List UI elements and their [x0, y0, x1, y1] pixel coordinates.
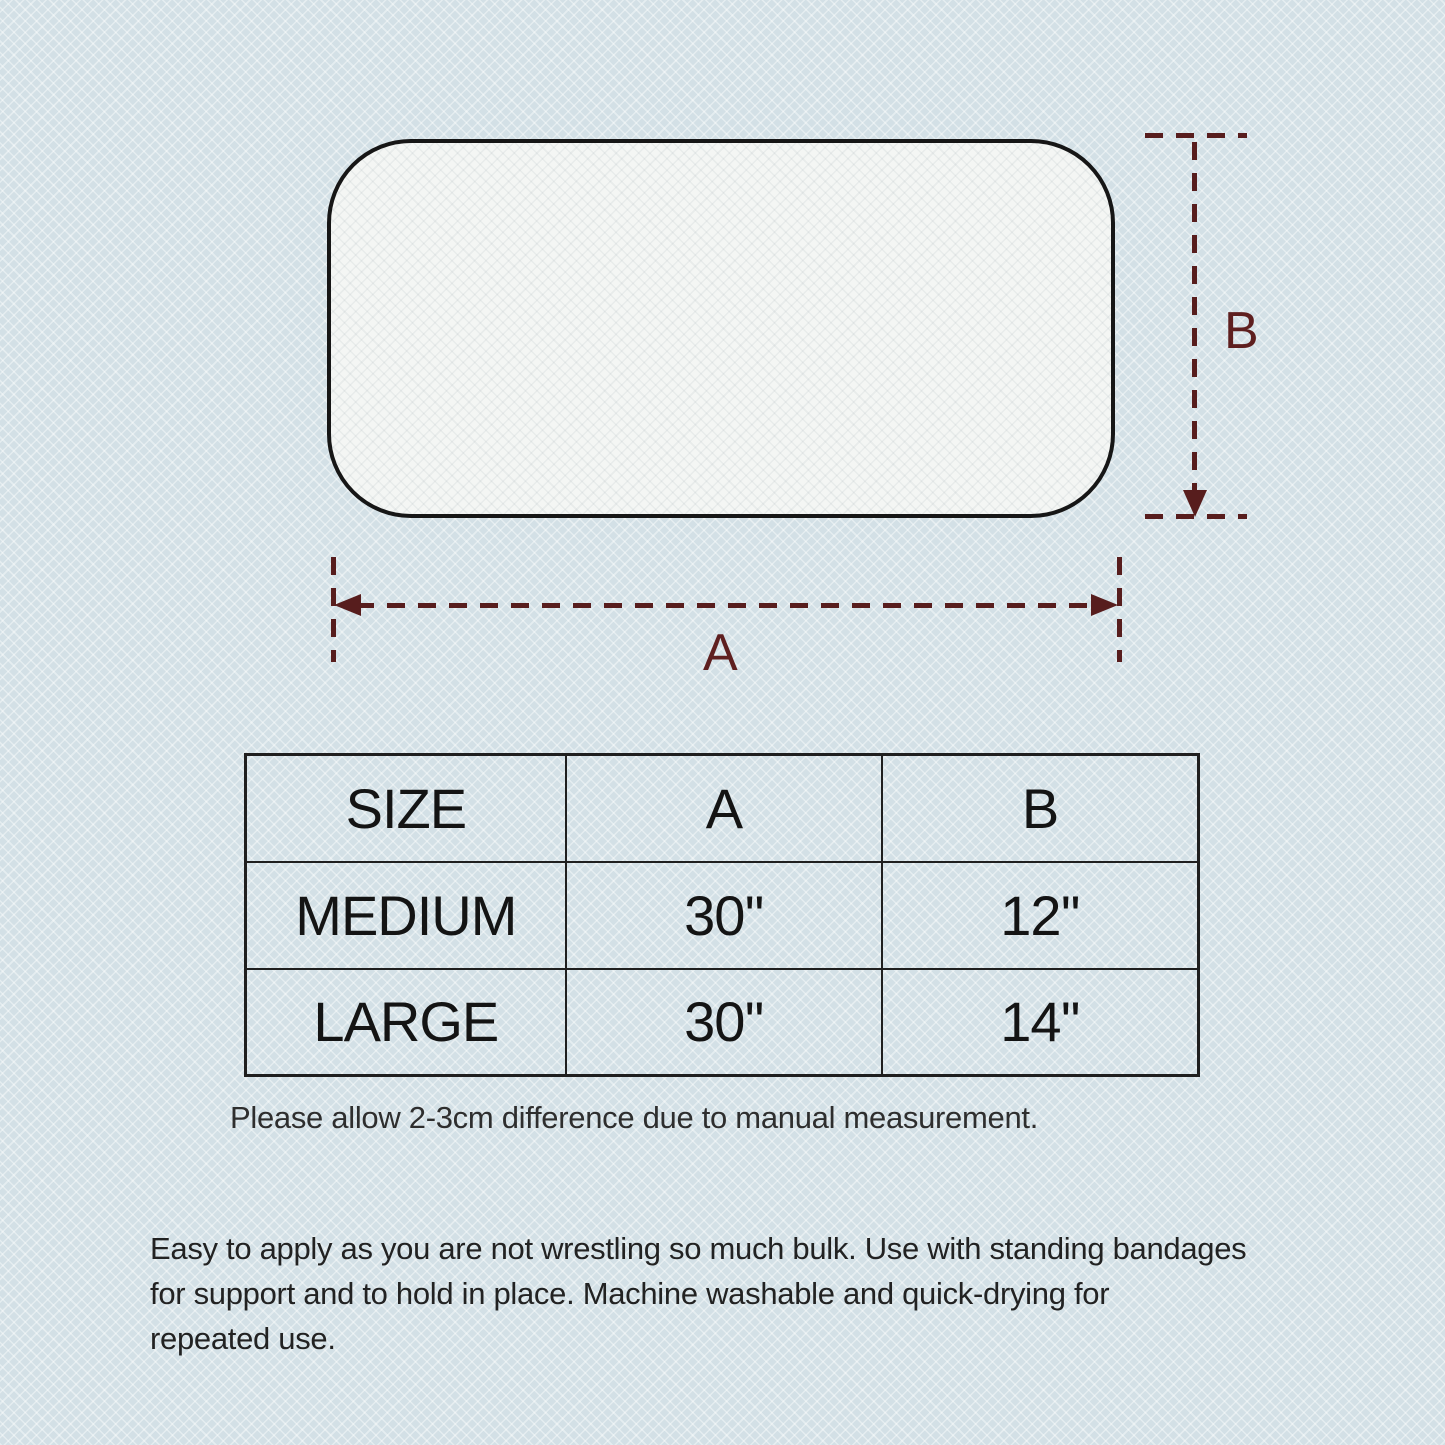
dimension-b-label: B — [1224, 302, 1259, 360]
size-cell-medium-a: 30'' — [566, 862, 882, 969]
size-table-row-medium — [246, 862, 1199, 969]
dimension-b-extension-top — [1145, 133, 1247, 138]
product-pad-outline — [327, 139, 1115, 518]
size-table-header-row — [246, 755, 1199, 862]
description-line-2: for support and to hold in place. Machine washable and quick-drying for — [150, 1276, 1110, 1311]
size-cell-large-a: 30'' — [566, 969, 882, 1076]
size-table-row-large — [246, 969, 1199, 1076]
arrow-down-icon — [1183, 490, 1207, 517]
size-table-header-a: A — [566, 755, 882, 862]
size-cell-large-b: 14'' — [882, 969, 1198, 1076]
size-cell-medium-b: 12'' — [882, 862, 1198, 969]
description-line-3: repeated use. — [150, 1321, 336, 1356]
description-line-1: Easy to apply as you are not wrestling so much bulk. Use with standing bandages — [150, 1231, 1247, 1266]
size-table — [244, 753, 1200, 1077]
size-cell-large: LARGE — [246, 969, 566, 1076]
arrow-left-icon — [334, 594, 361, 616]
dimension-b-line — [1192, 142, 1197, 494]
size-table-header-b: B — [882, 755, 1198, 862]
product-description — [150, 1226, 1246, 1361]
size-cell-medium: MEDIUM — [246, 862, 566, 969]
size-table-header-size: SIZE — [246, 755, 566, 862]
dimension-a-line — [356, 603, 1092, 608]
dimension-a-label: A — [703, 624, 738, 682]
arrow-right-icon — [1091, 594, 1118, 616]
measurement-note: Please allow 2-3cm difference due to manual measurement. — [230, 1100, 1039, 1135]
